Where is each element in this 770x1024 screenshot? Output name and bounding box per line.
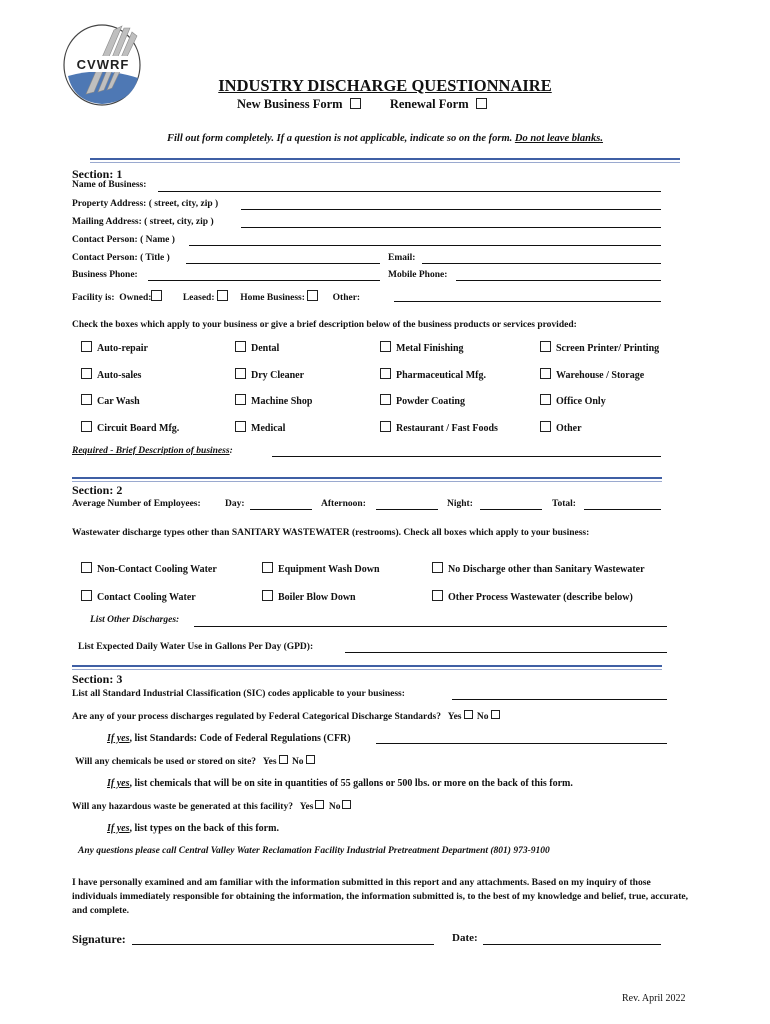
business-type-item[interactable]: Auto-sales <box>81 368 141 381</box>
hazardous-row <box>72 800 353 812</box>
divider <box>72 477 662 479</box>
cfr-row: If yes, list Standards: Code of Federal Regulations (CFR) <box>107 733 351 744</box>
leased-checkbox[interactable] <box>217 290 228 301</box>
night-field[interactable] <box>480 509 542 510</box>
email-label: Email: <box>388 253 416 263</box>
list-other-discharges-label: List Other Discharges: <box>90 615 180 625</box>
contact-name-field[interactable] <box>189 245 661 246</box>
chemicals-note: If yes, list chemicals that will be on site in quantities of 55 gallons or 500 lbs. or more on the back of this form. <box>107 778 573 789</box>
new-business-form-checkbox[interactable] <box>350 98 361 109</box>
discharge-type-item[interactable]: Contact Cooling Water <box>81 590 196 603</box>
yes-label: Yes <box>299 802 314 812</box>
chemicals-yes-checkbox[interactable] <box>279 755 288 764</box>
section-3-title: Section: 3 <box>72 672 123 686</box>
business-description-field[interactable] <box>272 456 661 457</box>
other-discharges-field[interactable] <box>194 626 667 627</box>
business-type-item[interactable]: Office Only <box>540 394 606 407</box>
federal-standards-question: Are any of your process discharges regulated by Federal Categorical Discharge Standards? <box>72 712 441 722</box>
name-of-business-field[interactable] <box>158 191 661 192</box>
home-business-label: Home Business: <box>240 293 305 303</box>
home-business-checkbox[interactable] <box>307 290 318 301</box>
business-type-item[interactable]: Metal Finishing <box>380 341 464 354</box>
property-address-field[interactable] <box>241 209 661 210</box>
total-label: Total: <box>552 499 576 509</box>
mailing-address-field[interactable] <box>241 227 661 228</box>
day-field[interactable] <box>250 509 312 510</box>
facility-other-field[interactable] <box>394 301 661 302</box>
name-of-business-label: Name of Business: <box>72 180 147 190</box>
date-label: Date: <box>452 932 478 944</box>
if-yes-label: If yes <box>107 823 130 834</box>
hazardous-question: Will any hazardous waste be generated at this facility? <box>72 802 293 812</box>
revision-label: Rev. April 2022 <box>622 993 686 1004</box>
discharge-type-item[interactable]: Boiler Blow Down <box>262 590 356 603</box>
business-check-instruction: Check the boxes which apply to your business or give a brief description below of the business products or services provided: <box>72 320 577 330</box>
contact-name-label: Contact Person: ( Name ) <box>72 235 175 245</box>
date-field[interactable] <box>483 944 661 945</box>
business-type-item[interactable]: Restaurant / Fast Foods <box>380 421 498 434</box>
business-type-item[interactable]: Warehouse / Storage <box>540 368 644 381</box>
renewal-form-label: Renewal Form <box>389 97 469 111</box>
other-label: Other: <box>332 293 361 303</box>
discharge-type-item[interactable]: Equipment Wash Down <box>262 562 380 575</box>
hazardous-yes-checkbox[interactable] <box>315 800 324 809</box>
total-field[interactable] <box>584 509 661 510</box>
business-type-item[interactable]: Machine Shop <box>235 394 312 407</box>
cfr-field[interactable] <box>376 743 667 744</box>
certification-statement: I have personally examined and am familiar with the information submitted in this report and any attachments. Based on my inquiry of those individuals immediately responsible for obtaining the information, the information submitted is, to the best of my knowledge and belief, true, accurate, and complete. <box>72 877 689 916</box>
renewal-form-checkbox[interactable] <box>476 98 487 109</box>
section-2-title: Section: 2 <box>72 483 123 497</box>
email-field[interactable] <box>422 263 661 264</box>
business-phone-field[interactable] <box>148 280 380 281</box>
required-description-label: Required - Brief Description of business: <box>72 446 233 456</box>
no-label: No <box>328 802 341 812</box>
questions-contact-note: Any questions please call Central Valley Water Reclamation Facility Industrial Pretreatment Department (801) 973-9100 <box>78 846 550 856</box>
facility-row <box>72 290 360 303</box>
water-use-label: List Expected Daily Water Use in Gallons Per Day (GPD): <box>78 642 314 652</box>
instruction-emphasis: Do not leave blanks. <box>514 133 603 144</box>
business-phone-label: Business Phone: <box>72 270 138 280</box>
mobile-phone-field[interactable] <box>456 280 661 281</box>
afternoon-label: Afternoon: <box>321 499 366 509</box>
discharge-type-item[interactable]: No Discharge other than Sanitary Wastewater <box>432 562 645 575</box>
business-type-item[interactable]: Car Wash <box>81 394 140 407</box>
afternoon-field[interactable] <box>376 509 438 510</box>
section-1-title: Section: 1 <box>72 167 123 181</box>
owned-label: Owned: <box>119 293 152 303</box>
no-label: No <box>291 757 304 767</box>
divider <box>72 481 662 482</box>
yes-label: Yes <box>447 712 462 722</box>
yes-label: Yes <box>262 757 277 767</box>
hazardous-no-checkbox[interactable] <box>342 800 351 809</box>
sic-codes-label: List all Standard Industrial Classification (SIC) codes applicable to your business: <box>72 689 405 699</box>
if-yes-label: If yes <box>107 733 130 744</box>
business-type-item[interactable]: Dental <box>235 341 279 354</box>
day-label: Day: <box>225 499 245 509</box>
business-type-item[interactable]: Dry Cleaner <box>235 368 304 381</box>
logo-text: CVWRF <box>76 57 130 72</box>
facility-is-label: Facility is: <box>72 293 115 303</box>
mailing-address-label: Mailing Address: ( street, city, zip ) <box>72 217 214 227</box>
property-address-label: Property Address: ( street, city, zip ) <box>72 199 219 209</box>
signature-label: Signature: <box>72 932 126 946</box>
chemicals-row <box>75 755 317 767</box>
night-label: Night: <box>447 499 473 509</box>
leased-label: Leased: <box>182 293 215 303</box>
form-type-options <box>237 97 487 112</box>
chemicals-no-checkbox[interactable] <box>306 755 315 764</box>
business-type-item[interactable]: Auto-repair <box>81 341 148 354</box>
business-type-item[interactable]: Screen Printer/ Printing <box>540 341 659 354</box>
hazardous-note: If yes, list types on the back of this form. <box>107 823 279 834</box>
wastewater-instruction: Wastewater discharge types other than SANITARY WASTEWATER (restrooms). Check all boxes which apply to your business: <box>72 528 590 538</box>
owned-checkbox[interactable] <box>151 290 162 301</box>
no-label: No <box>476 712 489 722</box>
page-title: INDUSTRY DISCHARGE QUESTIONNAIRE <box>218 76 552 95</box>
federal-no-checkbox[interactable] <box>491 710 500 719</box>
divider <box>90 162 680 163</box>
contact-title-label: Contact Person: ( Title ) <box>72 253 170 263</box>
signature-field[interactable] <box>132 944 434 945</box>
water-use-field[interactable] <box>345 652 667 653</box>
sic-codes-field[interactable] <box>452 699 667 700</box>
federal-yes-checkbox[interactable] <box>464 710 473 719</box>
federal-standards-row <box>72 710 502 722</box>
divider <box>72 665 662 667</box>
contact-title-field[interactable] <box>186 263 380 264</box>
business-type-item[interactable]: Medical <box>235 421 285 434</box>
discharge-type-item[interactable]: Other Process Wastewater (describe below) <box>432 590 633 603</box>
business-type-item[interactable]: Circuit Board Mfg. <box>81 421 179 434</box>
employees-label: Average Number of Employees: <box>72 499 201 509</box>
divider <box>90 158 680 160</box>
if-yes-label: If yes <box>107 778 130 789</box>
business-type-item[interactable]: Other <box>540 421 582 434</box>
divider <box>72 669 662 670</box>
new-business-form-label: New Business Form <box>237 97 343 111</box>
instruction-text: Fill out form completely. If a question is not applicable, indicate so on the form. Do not leave blanks. <box>167 133 603 144</box>
business-type-item[interactable]: Pharmaceutical Mfg. <box>380 368 486 381</box>
chemicals-question: Will any chemicals be used or stored on site? <box>75 757 257 767</box>
mobile-phone-label: Mobile Phone: <box>388 270 448 280</box>
discharge-type-item[interactable]: Non-Contact Cooling Water <box>81 562 217 575</box>
business-type-item[interactable]: Powder Coating <box>380 394 465 407</box>
